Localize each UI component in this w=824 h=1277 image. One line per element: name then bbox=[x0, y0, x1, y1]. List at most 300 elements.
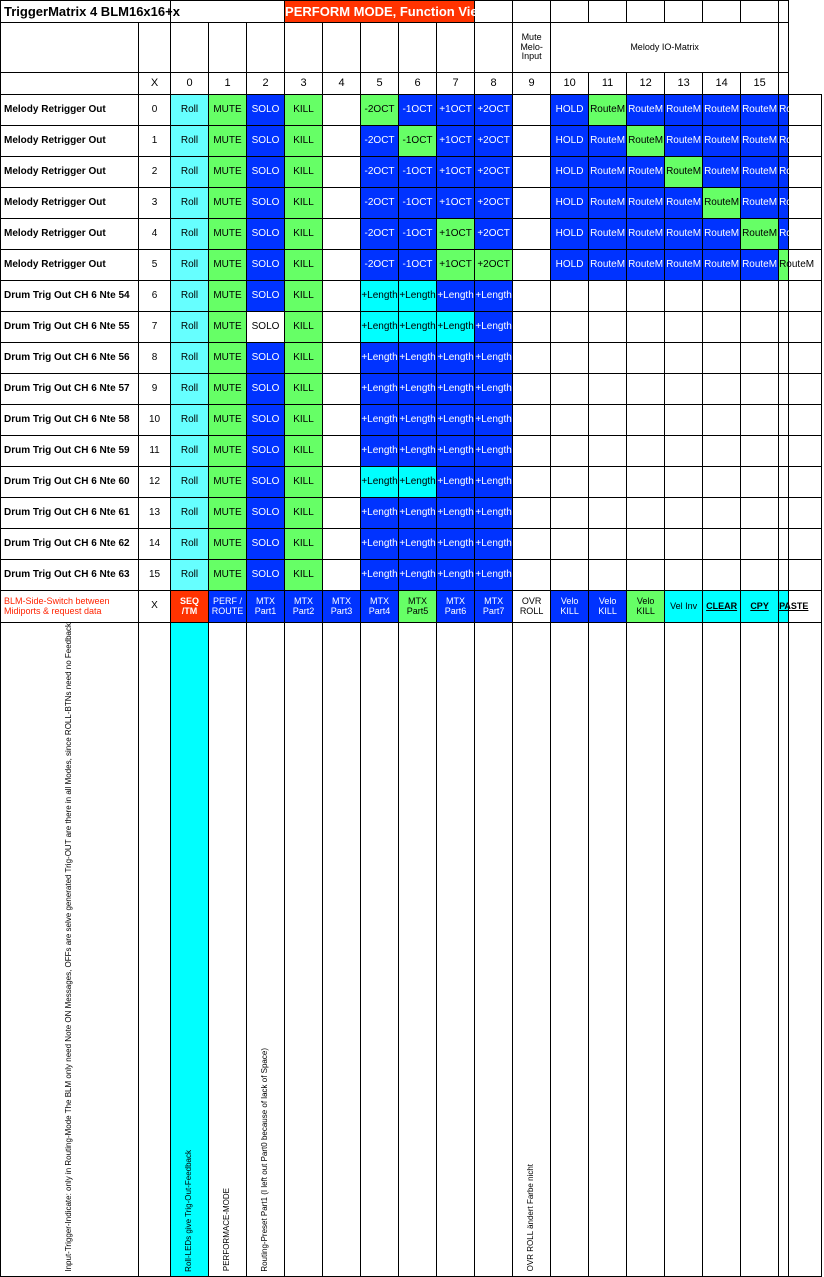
switch-cell-8[interactable]: MTX Part7 bbox=[475, 591, 513, 623]
table-row bbox=[1, 436, 822, 467]
grid-cell-7-7[interactable]: +Length bbox=[437, 312, 475, 343]
grid-cell-8-1[interactable]: MUTE bbox=[209, 343, 247, 374]
note-cell-0: Roll-LEDs give Trig-Out-Feedback bbox=[171, 623, 209, 1277]
grid-cell-3-14[interactable]: RouteM bbox=[703, 188, 741, 219]
grid-cell-7-8[interactable]: +Length bbox=[475, 312, 513, 343]
grid-cell-0-4 bbox=[323, 95, 361, 126]
row-number: 10 bbox=[139, 405, 171, 436]
note-cell-5 bbox=[361, 623, 399, 1277]
grid-cell-10-2[interactable]: SOLO bbox=[247, 405, 285, 436]
grid-cell-10-13 bbox=[665, 405, 703, 436]
grid-cell-6-5[interactable]: +Length bbox=[361, 281, 399, 312]
column-header-4: 4 bbox=[323, 73, 361, 95]
grid-cell-12-7[interactable]: +Length bbox=[437, 467, 475, 498]
grid-cell-14-11 bbox=[589, 529, 627, 560]
grid-cell-2-14[interactable]: RouteM bbox=[703, 157, 741, 188]
grid-cell-5-6[interactable]: -1OCT bbox=[399, 250, 437, 281]
grid-cell-2-10[interactable]: HOLD bbox=[551, 157, 589, 188]
grid-cell-13-10 bbox=[551, 498, 589, 529]
grid-cell-2-3[interactable]: KILL bbox=[285, 157, 323, 188]
column-header-11: 11 bbox=[589, 73, 627, 95]
grid-cell-14-6[interactable]: +Length bbox=[399, 529, 437, 560]
group-header-mute-melo-input: Mute Melo- Input bbox=[513, 23, 551, 73]
grid-cell-7-2[interactable]: SOLO bbox=[247, 312, 285, 343]
grid-cell-3-15[interactable]: RouteM bbox=[741, 188, 779, 219]
grid-cell-1-14[interactable]: RouteM bbox=[703, 126, 741, 157]
title-spacer-f bbox=[665, 1, 703, 23]
column-header-2: 2 bbox=[247, 73, 285, 95]
grid-cell-4-3[interactable]: KILL bbox=[285, 219, 323, 250]
grid-cell-8-12 bbox=[627, 343, 665, 374]
grid-cell-5-3[interactable]: KILL bbox=[285, 250, 323, 281]
grid-cell-4-14[interactable]: RouteM bbox=[703, 219, 741, 250]
grid-cell-1-16[interactable]: RouteM bbox=[779, 126, 789, 157]
switch-cell-1[interactable]: PERF / ROUTE bbox=[209, 591, 247, 623]
grid-cell-11-0[interactable]: Roll bbox=[171, 436, 209, 467]
group-header-blank-6 bbox=[399, 23, 437, 73]
row-edge bbox=[789, 436, 822, 467]
grid-cell-13-5[interactable]: +Length bbox=[361, 498, 399, 529]
grid-cell-11-2[interactable]: SOLO bbox=[247, 436, 285, 467]
grid-cell-12-0[interactable]: Roll bbox=[171, 467, 209, 498]
row-number: 3 bbox=[139, 188, 171, 219]
grid-cell-0-15[interactable]: RouteM bbox=[741, 95, 779, 126]
grid-cell-5-14[interactable]: RouteM bbox=[703, 250, 741, 281]
group-header-blank-4 bbox=[323, 23, 361, 73]
grid-cell-1-2[interactable]: SOLO bbox=[247, 126, 285, 157]
grid-cell-4-8[interactable]: +2OCT bbox=[475, 219, 513, 250]
grid-cell-5-4 bbox=[323, 250, 361, 281]
grid-cell-13-3[interactable]: KILL bbox=[285, 498, 323, 529]
grid-cell-8-7[interactable]: +Length bbox=[437, 343, 475, 374]
grid-cell-14-0[interactable]: Roll bbox=[171, 529, 209, 560]
grid-cell-10-4 bbox=[323, 405, 361, 436]
grid-cell-9-1[interactable]: MUTE bbox=[209, 374, 247, 405]
grid-cell-8-8[interactable]: +Length bbox=[475, 343, 513, 374]
grid-cell-8-16 bbox=[779, 343, 789, 374]
grid-cell-6-2[interactable]: SOLO bbox=[247, 281, 285, 312]
grid-cell-12-9 bbox=[513, 467, 551, 498]
grid-cell-12-13 bbox=[665, 467, 703, 498]
grid-cell-11-14 bbox=[703, 436, 741, 467]
switch-cell-13[interactable]: Vel Inv bbox=[665, 591, 703, 623]
switch-cell-12[interactable]: Velo KILL bbox=[627, 591, 665, 623]
title-spacer-left bbox=[171, 1, 285, 23]
column-header-0: 0 bbox=[171, 73, 209, 95]
grid-cell-3-3[interactable]: KILL bbox=[285, 188, 323, 219]
grid-cell-3-13[interactable]: RouteM bbox=[665, 188, 703, 219]
grid-cell-5-1[interactable]: MUTE bbox=[209, 250, 247, 281]
grid-cell-15-7[interactable]: +Length bbox=[437, 560, 475, 591]
group-header-blank-3 bbox=[285, 23, 323, 73]
grid-cell-2-11[interactable]: RouteM bbox=[589, 157, 627, 188]
grid-cell-0-10[interactable]: HOLD bbox=[551, 95, 589, 126]
grid-cell-7-14 bbox=[703, 312, 741, 343]
grid-cell-5-8[interactable]: +2OCT bbox=[475, 250, 513, 281]
grid-cell-1-15[interactable]: RouteM bbox=[741, 126, 779, 157]
group-header-blank-5 bbox=[361, 23, 399, 73]
table-row bbox=[1, 250, 822, 281]
grid-cell-15-4 bbox=[323, 560, 361, 591]
grid-cell-12-1[interactable]: MUTE bbox=[209, 467, 247, 498]
column-header-9: 9 bbox=[513, 73, 551, 95]
grid-cell-5-10[interactable]: HOLD bbox=[551, 250, 589, 281]
grid-cell-13-8[interactable]: +Length bbox=[475, 498, 513, 529]
grid-cell-11-3[interactable]: KILL bbox=[285, 436, 323, 467]
grid-cell-2-12[interactable]: RouteM bbox=[627, 157, 665, 188]
grid-cell-15-0[interactable]: Roll bbox=[171, 560, 209, 591]
grid-cell-10-1[interactable]: MUTE bbox=[209, 405, 247, 436]
grid-cell-0-14[interactable]: RouteM bbox=[703, 95, 741, 126]
grid-cell-1-11[interactable]: RouteM bbox=[589, 126, 627, 157]
grid-cell-7-12 bbox=[627, 312, 665, 343]
row-number: 0 bbox=[139, 95, 171, 126]
grid-cell-10-10 bbox=[551, 405, 589, 436]
switch-cell-0[interactable]: SEQ /TM bbox=[171, 591, 209, 623]
grid-cell-12-3[interactable]: KILL bbox=[285, 467, 323, 498]
grid-cell-1-10[interactable]: HOLD bbox=[551, 126, 589, 157]
grid-cell-14-5[interactable]: +Length bbox=[361, 529, 399, 560]
grid-cell-8-2[interactable]: SOLO bbox=[247, 343, 285, 374]
grid-cell-4-15[interactable]: RouteM bbox=[741, 219, 779, 250]
grid-cell-9-8[interactable]: +Length bbox=[475, 374, 513, 405]
grid-cell-15-6[interactable]: +Length bbox=[399, 560, 437, 591]
table-row bbox=[1, 126, 822, 157]
grid-cell-11-1[interactable]: MUTE bbox=[209, 436, 247, 467]
grid-cell-1-1[interactable]: MUTE bbox=[209, 126, 247, 157]
grid-cell-2-13[interactable]: RouteM bbox=[665, 157, 703, 188]
grid-cell-4-1[interactable]: MUTE bbox=[209, 219, 247, 250]
side-switch-label: BLM-Side-Switch between Midiports & request data bbox=[1, 591, 139, 623]
grid-cell-15-3[interactable]: KILL bbox=[285, 560, 323, 591]
switch-cell-15[interactable]: CPY bbox=[741, 591, 779, 623]
grid-cell-2-8[interactable]: +2OCT bbox=[475, 157, 513, 188]
grid-cell-0-13[interactable]: RouteM bbox=[665, 95, 703, 126]
grid-cell-3-6[interactable]: -1OCT bbox=[399, 188, 437, 219]
grid-cell-0-7[interactable]: +1OCT bbox=[437, 95, 475, 126]
grid-cell-5-5[interactable]: -2OCT bbox=[361, 250, 399, 281]
title-spacer-g bbox=[703, 1, 741, 23]
table-row bbox=[1, 157, 822, 188]
grid-cell-12-10 bbox=[551, 467, 589, 498]
grid-cell-5-7[interactable]: +1OCT bbox=[437, 250, 475, 281]
group-header-blank-2 bbox=[247, 23, 285, 73]
grid-cell-9-11 bbox=[589, 374, 627, 405]
switch-cell-4[interactable]: MTX Part3 bbox=[323, 591, 361, 623]
note-cell-16 bbox=[779, 623, 789, 1277]
grid-cell-15-2[interactable]: SOLO bbox=[247, 560, 285, 591]
grid-cell-6-6[interactable]: +Length bbox=[399, 281, 437, 312]
grid-cell-4-2[interactable]: SOLO bbox=[247, 219, 285, 250]
grid-cell-7-13 bbox=[665, 312, 703, 343]
grid-cell-8-15 bbox=[741, 343, 779, 374]
switch-cell-9[interactable]: OVR ROLL bbox=[513, 591, 551, 623]
grid-cell-10-0[interactable]: Roll bbox=[171, 405, 209, 436]
grid-cell-15-14 bbox=[703, 560, 741, 591]
grid-cell-13-2[interactable]: SOLO bbox=[247, 498, 285, 529]
grid-cell-15-16 bbox=[779, 560, 789, 591]
grid-cell-14-15 bbox=[741, 529, 779, 560]
grid-cell-10-15 bbox=[741, 405, 779, 436]
grid-cell-0-0[interactable]: Roll bbox=[171, 95, 209, 126]
switch-cell-16[interactable]: PASTE bbox=[779, 591, 789, 623]
grid-cell-7-5[interactable]: +Length bbox=[361, 312, 399, 343]
grid-cell-9-16 bbox=[779, 374, 789, 405]
grid-cell-1-0[interactable]: Roll bbox=[171, 126, 209, 157]
grid-cell-11-11 bbox=[589, 436, 627, 467]
grid-cell-4-11[interactable]: RouteM bbox=[589, 219, 627, 250]
grid-cell-4-6[interactable]: -1OCT bbox=[399, 219, 437, 250]
grid-cell-5-16[interactable]: RouteM bbox=[779, 250, 789, 281]
grid-cell-3-0[interactable]: Roll bbox=[171, 188, 209, 219]
grid-cell-1-9 bbox=[513, 126, 551, 157]
grid-cell-9-13 bbox=[665, 374, 703, 405]
grid-cell-15-1[interactable]: MUTE bbox=[209, 560, 247, 591]
grid-cell-6-16 bbox=[779, 281, 789, 312]
grid-cell-13-12 bbox=[627, 498, 665, 529]
row-number: 13 bbox=[139, 498, 171, 529]
note-cell-10 bbox=[551, 623, 589, 1277]
group-header-blank-x bbox=[139, 23, 171, 73]
grid-cell-9-2[interactable]: SOLO bbox=[247, 374, 285, 405]
grid-cell-7-6[interactable]: +Length bbox=[399, 312, 437, 343]
grid-cell-2-6[interactable]: -1OCT bbox=[399, 157, 437, 188]
grid-cell-8-0[interactable]: Roll bbox=[171, 343, 209, 374]
grid-cell-10-9 bbox=[513, 405, 551, 436]
grid-cell-15-15 bbox=[741, 560, 779, 591]
grid-cell-9-0[interactable]: Roll bbox=[171, 374, 209, 405]
table-row bbox=[1, 343, 822, 374]
grid-cell-11-5[interactable]: +Length bbox=[361, 436, 399, 467]
group-header-blank-8 bbox=[475, 23, 513, 73]
grid-cell-5-12[interactable]: RouteM bbox=[627, 250, 665, 281]
grid-cell-15-8[interactable]: +Length bbox=[475, 560, 513, 591]
grid-cell-7-3[interactable]: KILL bbox=[285, 312, 323, 343]
note-cell-2: Routing-Preset Part1 (I left out Part0 because of lack of Space) bbox=[247, 623, 285, 1277]
grid-cell-4-4 bbox=[323, 219, 361, 250]
grid-cell-11-8[interactable]: +Length bbox=[475, 436, 513, 467]
grid-cell-6-0[interactable]: Roll bbox=[171, 281, 209, 312]
grid-cell-2-5[interactable]: -2OCT bbox=[361, 157, 399, 188]
grid-cell-13-0[interactable]: Roll bbox=[171, 498, 209, 529]
grid-cell-6-12 bbox=[627, 281, 665, 312]
grid-cell-13-1[interactable]: MUTE bbox=[209, 498, 247, 529]
grid-cell-11-7[interactable]: +Length bbox=[437, 436, 475, 467]
row-label: Melody Retrigger Out bbox=[1, 95, 139, 126]
grid-cell-10-3[interactable]: KILL bbox=[285, 405, 323, 436]
page-title: TriggerMatrix 4 BLM16x16+x bbox=[1, 1, 171, 23]
grid-cell-7-0[interactable]: Roll bbox=[171, 312, 209, 343]
grid-cell-9-12 bbox=[627, 374, 665, 405]
column-header-13: 13 bbox=[665, 73, 703, 95]
grid-cell-4-16[interactable]: RouteM bbox=[779, 219, 789, 250]
grid-cell-2-16[interactable]: RouteM bbox=[779, 157, 789, 188]
grid-cell-1-6[interactable]: -1OCT bbox=[399, 126, 437, 157]
grid-cell-0-11[interactable]: RouteM bbox=[589, 95, 627, 126]
grid-cell-4-10[interactable]: HOLD bbox=[551, 219, 589, 250]
switch-cell-3[interactable]: MTX Part2 bbox=[285, 591, 323, 623]
grid-cell-1-12[interactable]: RouteM bbox=[627, 126, 665, 157]
grid-cell-9-4 bbox=[323, 374, 361, 405]
grid-cell-12-5[interactable]: +Length bbox=[361, 467, 399, 498]
grid-cell-14-8[interactable]: +Length bbox=[475, 529, 513, 560]
note-cell-12 bbox=[627, 623, 665, 1277]
grid-cell-3-7[interactable]: +1OCT bbox=[437, 188, 475, 219]
column-header-14: 14 bbox=[703, 73, 741, 95]
grid-cell-3-8[interactable]: +2OCT bbox=[475, 188, 513, 219]
grid-cell-1-3[interactable]: KILL bbox=[285, 126, 323, 157]
grid-cell-11-16 bbox=[779, 436, 789, 467]
title-spacer-h bbox=[741, 1, 779, 23]
switch-cell-7[interactable]: MTX Part6 bbox=[437, 591, 475, 623]
grid-cell-14-4 bbox=[323, 529, 361, 560]
table-row bbox=[1, 405, 822, 436]
grid-cell-9-3[interactable]: KILL bbox=[285, 374, 323, 405]
grid-cell-2-1[interactable]: MUTE bbox=[209, 157, 247, 188]
grid-cell-10-8[interactable]: +Length bbox=[475, 405, 513, 436]
grid-cell-9-5[interactable]: +Length bbox=[361, 374, 399, 405]
row-number: 4 bbox=[139, 219, 171, 250]
row-edge bbox=[789, 498, 822, 529]
grid-cell-3-5[interactable]: -2OCT bbox=[361, 188, 399, 219]
grid-cell-4-0[interactable]: Roll bbox=[171, 219, 209, 250]
grid-cell-1-8[interactable]: +2OCT bbox=[475, 126, 513, 157]
grid-cell-9-6[interactable]: +Length bbox=[399, 374, 437, 405]
grid-cell-12-8[interactable]: +Length bbox=[475, 467, 513, 498]
group-header-melody-io-matrix: Melody IO-Matrix bbox=[551, 23, 779, 73]
grid-cell-13-16 bbox=[779, 498, 789, 529]
grid-cell-12-14 bbox=[703, 467, 741, 498]
switch-cell-11[interactable]: Velo KILL bbox=[589, 591, 627, 623]
grid-cell-12-2[interactable]: SOLO bbox=[247, 467, 285, 498]
grid-cell-6-1[interactable]: MUTE bbox=[209, 281, 247, 312]
grid-cell-12-4 bbox=[323, 467, 361, 498]
grid-cell-1-13[interactable]: RouteM bbox=[665, 126, 703, 157]
grid-cell-10-7[interactable]: +Length bbox=[437, 405, 475, 436]
grid-cell-7-16 bbox=[779, 312, 789, 343]
grid-cell-3-16[interactable]: RouteM bbox=[779, 188, 789, 219]
grid-cell-15-5[interactable]: +Length bbox=[361, 560, 399, 591]
grid-cell-2-15[interactable]: RouteM bbox=[741, 157, 779, 188]
grid-cell-3-1[interactable]: MUTE bbox=[209, 188, 247, 219]
grid-cell-9-7[interactable]: +Length bbox=[437, 374, 475, 405]
switch-cell-6[interactable]: MTX Part5 bbox=[399, 591, 437, 623]
grid-cell-0-5[interactable]: -2OCT bbox=[361, 95, 399, 126]
grid-cell-5-11[interactable]: RouteM bbox=[589, 250, 627, 281]
grid-cell-8-11 bbox=[589, 343, 627, 374]
grid-cell-14-3[interactable]: KILL bbox=[285, 529, 323, 560]
grid-cell-5-13[interactable]: RouteM bbox=[665, 250, 703, 281]
switch-cell-5[interactable]: MTX Part4 bbox=[361, 591, 399, 623]
grid-cell-0-1[interactable]: MUTE bbox=[209, 95, 247, 126]
notes-row-edge bbox=[789, 623, 822, 1277]
grid-cell-0-8[interactable]: +2OCT bbox=[475, 95, 513, 126]
switch-cell-2[interactable]: MTX Part1 bbox=[247, 591, 285, 623]
grid-cell-11-9 bbox=[513, 436, 551, 467]
grid-cell-14-2[interactable]: SOLO bbox=[247, 529, 285, 560]
grid-cell-7-4 bbox=[323, 312, 361, 343]
grid-cell-6-3[interactable]: KILL bbox=[285, 281, 323, 312]
table-row bbox=[1, 281, 822, 312]
grid-cell-11-6[interactable]: +Length bbox=[399, 436, 437, 467]
grid-cell-0-6[interactable]: -1OCT bbox=[399, 95, 437, 126]
grid-cell-0-12[interactable]: RouteM bbox=[627, 95, 665, 126]
row-label: Melody Retrigger Out bbox=[1, 188, 139, 219]
row-label: Melody Retrigger Out bbox=[1, 126, 139, 157]
grid-cell-8-6[interactable]: +Length bbox=[399, 343, 437, 374]
table-row bbox=[1, 560, 822, 591]
grid-cell-2-0[interactable]: Roll bbox=[171, 157, 209, 188]
row-label: Drum Trig Out CH 6 Nte 54 bbox=[1, 281, 139, 312]
grid-cell-1-5[interactable]: -2OCT bbox=[361, 126, 399, 157]
grid-cell-8-3[interactable]: KILL bbox=[285, 343, 323, 374]
grid-cell-4-12[interactable]: RouteM bbox=[627, 219, 665, 250]
grid-cell-14-1[interactable]: MUTE bbox=[209, 529, 247, 560]
grid-cell-15-12 bbox=[627, 560, 665, 591]
grid-cell-3-2[interactable]: SOLO bbox=[247, 188, 285, 219]
grid-cell-1-7[interactable]: +1OCT bbox=[437, 126, 475, 157]
grid-cell-0-2[interactable]: SOLO bbox=[247, 95, 285, 126]
switch-cell-10[interactable]: Velo KILL bbox=[551, 591, 589, 623]
row-label: Drum Trig Out CH 6 Nte 59 bbox=[1, 436, 139, 467]
column-header-1: 1 bbox=[209, 73, 247, 95]
grid-cell-8-5[interactable]: +Length bbox=[361, 343, 399, 374]
note-cell-7 bbox=[437, 623, 475, 1277]
note-cell-6 bbox=[399, 623, 437, 1277]
mode-title: PERFORM MODE, Function View bbox=[285, 1, 475, 23]
grid-cell-7-15 bbox=[741, 312, 779, 343]
grid-cell-8-9 bbox=[513, 343, 551, 374]
grid-cell-12-6[interactable]: +Length bbox=[399, 467, 437, 498]
row-label: Melody Retrigger Out bbox=[1, 219, 139, 250]
row-number: 5 bbox=[139, 250, 171, 281]
grid-cell-0-9 bbox=[513, 95, 551, 126]
grid-cell-14-7[interactable]: +Length bbox=[437, 529, 475, 560]
table-row bbox=[1, 219, 822, 250]
grid-cell-3-12[interactable]: RouteM bbox=[627, 188, 665, 219]
note-cell-3 bbox=[285, 623, 323, 1277]
grid-cell-10-5[interactable]: +Length bbox=[361, 405, 399, 436]
grid-cell-6-14 bbox=[703, 281, 741, 312]
grid-cell-4-13[interactable]: RouteM bbox=[665, 219, 703, 250]
grid-cell-13-6[interactable]: +Length bbox=[399, 498, 437, 529]
grid-cell-5-2[interactable]: SOLO bbox=[247, 250, 285, 281]
table-row bbox=[1, 374, 822, 405]
grid-cell-0-16[interactable]: RouteM bbox=[779, 95, 789, 126]
row-number: 15 bbox=[139, 560, 171, 591]
grid-cell-10-6[interactable]: +Length bbox=[399, 405, 437, 436]
grid-cell-2-2[interactable]: SOLO bbox=[247, 157, 285, 188]
grid-cell-6-7[interactable]: +Length bbox=[437, 281, 475, 312]
column-header-3: 3 bbox=[285, 73, 323, 95]
row-edge bbox=[789, 374, 822, 405]
switch-cell-14[interactable]: CLEAR bbox=[703, 591, 741, 623]
grid-cell-5-15[interactable]: RouteM bbox=[741, 250, 779, 281]
grid-cell-6-8[interactable]: +Length bbox=[475, 281, 513, 312]
grid-cell-4-5[interactable]: -2OCT bbox=[361, 219, 399, 250]
grid-cell-4-7[interactable]: +1OCT bbox=[437, 219, 475, 250]
grid-cell-3-11[interactable]: RouteM bbox=[589, 188, 627, 219]
row-edge bbox=[789, 343, 822, 374]
grid-cell-7-1[interactable]: MUTE bbox=[209, 312, 247, 343]
grid-cell-2-7[interactable]: +1OCT bbox=[437, 157, 475, 188]
grid-cell-3-10[interactable]: HOLD bbox=[551, 188, 589, 219]
row-number: 8 bbox=[139, 343, 171, 374]
grid-cell-10-16 bbox=[779, 405, 789, 436]
grid-cell-0-3[interactable]: KILL bbox=[285, 95, 323, 126]
grid-cell-5-0[interactable]: Roll bbox=[171, 250, 209, 281]
grid-cell-13-7[interactable]: +Length bbox=[437, 498, 475, 529]
